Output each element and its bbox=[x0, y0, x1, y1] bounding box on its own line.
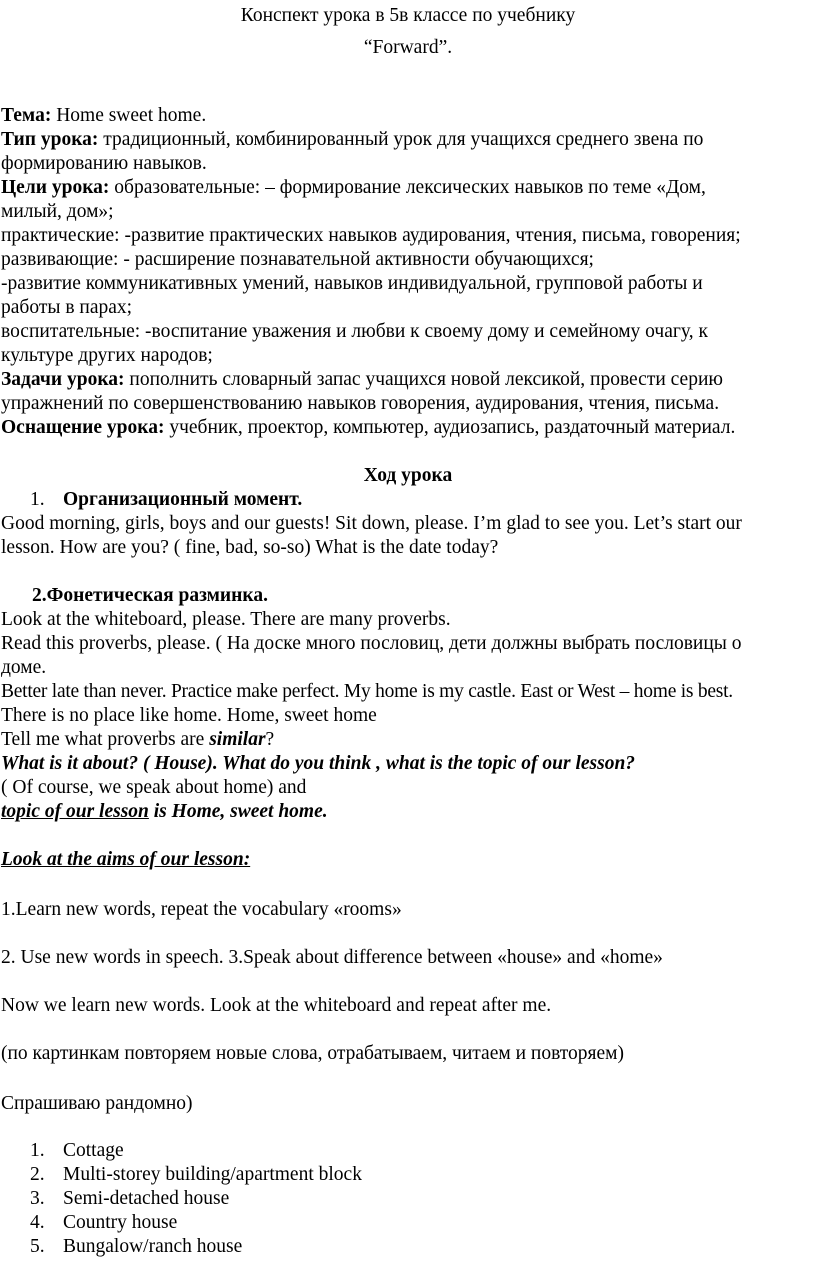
aims-heading: Look at the aims of our lesson: bbox=[1, 849, 251, 870]
greeting-line-1: Good morning, girls, boys and our guests! Sit down, please. I’m glad to see you. Let’s start our bbox=[1, 513, 742, 534]
list-item-text: Cottage bbox=[63, 1140, 124, 1161]
tasks-label: Задачи урока: bbox=[1, 369, 125, 390]
random-ask-text: Спрашиваю рандомно) bbox=[1, 1093, 193, 1114]
lesson-type-line bbox=[0, 128, 816, 152]
equipment-value: учебник, проектор, компьютер, аудиозапись, раздаточный материал. bbox=[164, 417, 736, 438]
list-item-number: 1. bbox=[30, 1140, 45, 1161]
step-1-text bbox=[0, 512, 816, 560]
pictures-note-text: (по картинкам повторяем новые слова, отрабатываем, читаем и повторяем) bbox=[1, 1043, 625, 1064]
aims-heading-block bbox=[0, 848, 816, 872]
list-item-text: Country house bbox=[63, 1212, 178, 1233]
proverbs-read: Read this proverbs, please. ( На доске много пословиц, дети должны выбрать пословицы о bbox=[1, 633, 742, 654]
tasks-cont: упражнений по совершенствованию навыков говорения, аудирования, чтения, письма. bbox=[1, 393, 720, 414]
goals-label: Цели урока: bbox=[1, 177, 110, 198]
aim-1-text: 1.Learn new words, repeat the vocabulary «rooms» bbox=[1, 899, 402, 920]
list-item-text: Semi-detached house bbox=[63, 1188, 230, 1209]
topic-value: Home sweet home. bbox=[51, 105, 207, 126]
aim-2 bbox=[0, 946, 816, 970]
new-words-intro-text: Now we learn new words. Look at the whiteboard and repeat after me. bbox=[1, 995, 552, 1016]
textbook-name: “Forward”. bbox=[363, 37, 453, 58]
list-item-number: 4. bbox=[30, 1212, 45, 1233]
communicative-goals-cont: работы в парах; bbox=[1, 297, 133, 318]
similar-word: similar bbox=[209, 729, 266, 750]
similar-question bbox=[0, 728, 816, 752]
list-item bbox=[0, 1235, 816, 1259]
list-item bbox=[0, 1211, 816, 1235]
topic-line bbox=[0, 104, 816, 128]
educational-goals: воспитательные: -воспитание уважения и любви к своему дому и семейному очагу, к bbox=[1, 321, 708, 342]
pictures-note bbox=[0, 1042, 816, 1066]
educational-goals-cont: культуре других народов; bbox=[1, 345, 213, 366]
communicative-goals: -развитие коммуникативных умений, навыков индивидуальной, групповой работы и bbox=[1, 273, 703, 294]
step-1-heading bbox=[0, 488, 816, 512]
lesson-progress-heading: Ход урока bbox=[363, 465, 453, 486]
proverbs-list: Better late than never. Practice make perfect. My home is my castle. East or West – home is best. bbox=[1, 681, 733, 702]
list-item-number: 5. bbox=[30, 1236, 45, 1257]
step-2-text bbox=[0, 608, 816, 824]
topic-of-lesson-value: is Home, sweet home. bbox=[148, 801, 328, 822]
goals-value: образовательные: – формирование лексических навыков по теме «Дом, bbox=[109, 177, 706, 198]
topic-of-lesson-phrase: topic of our lesson bbox=[1, 801, 149, 822]
topic-question: What is it about? ( House). What do you think , what is the topic of our lesson? bbox=[1, 753, 636, 774]
lesson-meta bbox=[0, 104, 816, 440]
similar-question-text: Tell me what proverbs are bbox=[1, 729, 210, 750]
random-ask bbox=[0, 1092, 816, 1116]
list-item-text: Bungalow/ranch house bbox=[63, 1236, 243, 1257]
developing-goals: развивающие: - расширение познавательной активности обучающихся; bbox=[1, 249, 594, 270]
proverbs-list-cont: There is no place like home. Home, sweet home bbox=[1, 705, 377, 726]
proverbs-read-cont: доме. bbox=[1, 657, 47, 678]
goals-cont: милый, дом»; bbox=[1, 201, 114, 222]
document-title: Конспект урока в 5в классе по учебнику bbox=[240, 5, 576, 26]
list-item-number: 2. bbox=[30, 1164, 45, 1185]
list-item bbox=[0, 1187, 816, 1211]
aim-1 bbox=[0, 898, 816, 922]
topic-answer: ( Of course, we speak about home) and bbox=[1, 777, 307, 798]
lesson-type-cont: формированию навыков. bbox=[1, 153, 207, 174]
lesson-type-label: Тип урока: bbox=[1, 129, 99, 150]
list-item bbox=[0, 1163, 816, 1187]
list-item-number: 3. bbox=[30, 1188, 45, 1209]
proverbs-intro: Look at the whiteboard, please. There are many proverbs. bbox=[1, 609, 451, 630]
practical-goals: практические: -развитие практических навыков аудирования, чтения, письма, говорения; bbox=[1, 225, 741, 246]
words-list bbox=[0, 1139, 816, 1259]
lesson-type-value: традиционный, комбинированный урок для учащихся среднего звена по bbox=[98, 129, 704, 150]
equipment-label: Оснащение урока: bbox=[1, 417, 165, 438]
new-words-intro bbox=[0, 994, 816, 1018]
list-item bbox=[0, 1139, 816, 1163]
tasks-value: пополнить словарный запас учащихся новой лексикой, провести серию bbox=[124, 369, 723, 390]
topic-label: Тема: bbox=[1, 105, 52, 126]
topic-statement bbox=[0, 800, 816, 824]
list-item-text: Multi-storey building/apartment block bbox=[63, 1164, 362, 1185]
greeting-line-2: lesson. How are you? ( fine, bad, so-so) What is the date today? bbox=[1, 537, 499, 558]
aim-2-text: 2. Use new words in speech. 3.Speak about difference between «house» and «home» bbox=[1, 947, 663, 968]
step-1-title: Организационный момент. bbox=[63, 489, 303, 510]
similar-question-mark: ? bbox=[265, 729, 275, 750]
goals-line bbox=[0, 176, 816, 200]
tasks-line bbox=[0, 368, 816, 392]
equipment-line bbox=[0, 416, 816, 440]
step-1-number: 1. bbox=[30, 489, 45, 510]
step-2-title: 2.Фонетическая разминка. bbox=[32, 585, 268, 606]
